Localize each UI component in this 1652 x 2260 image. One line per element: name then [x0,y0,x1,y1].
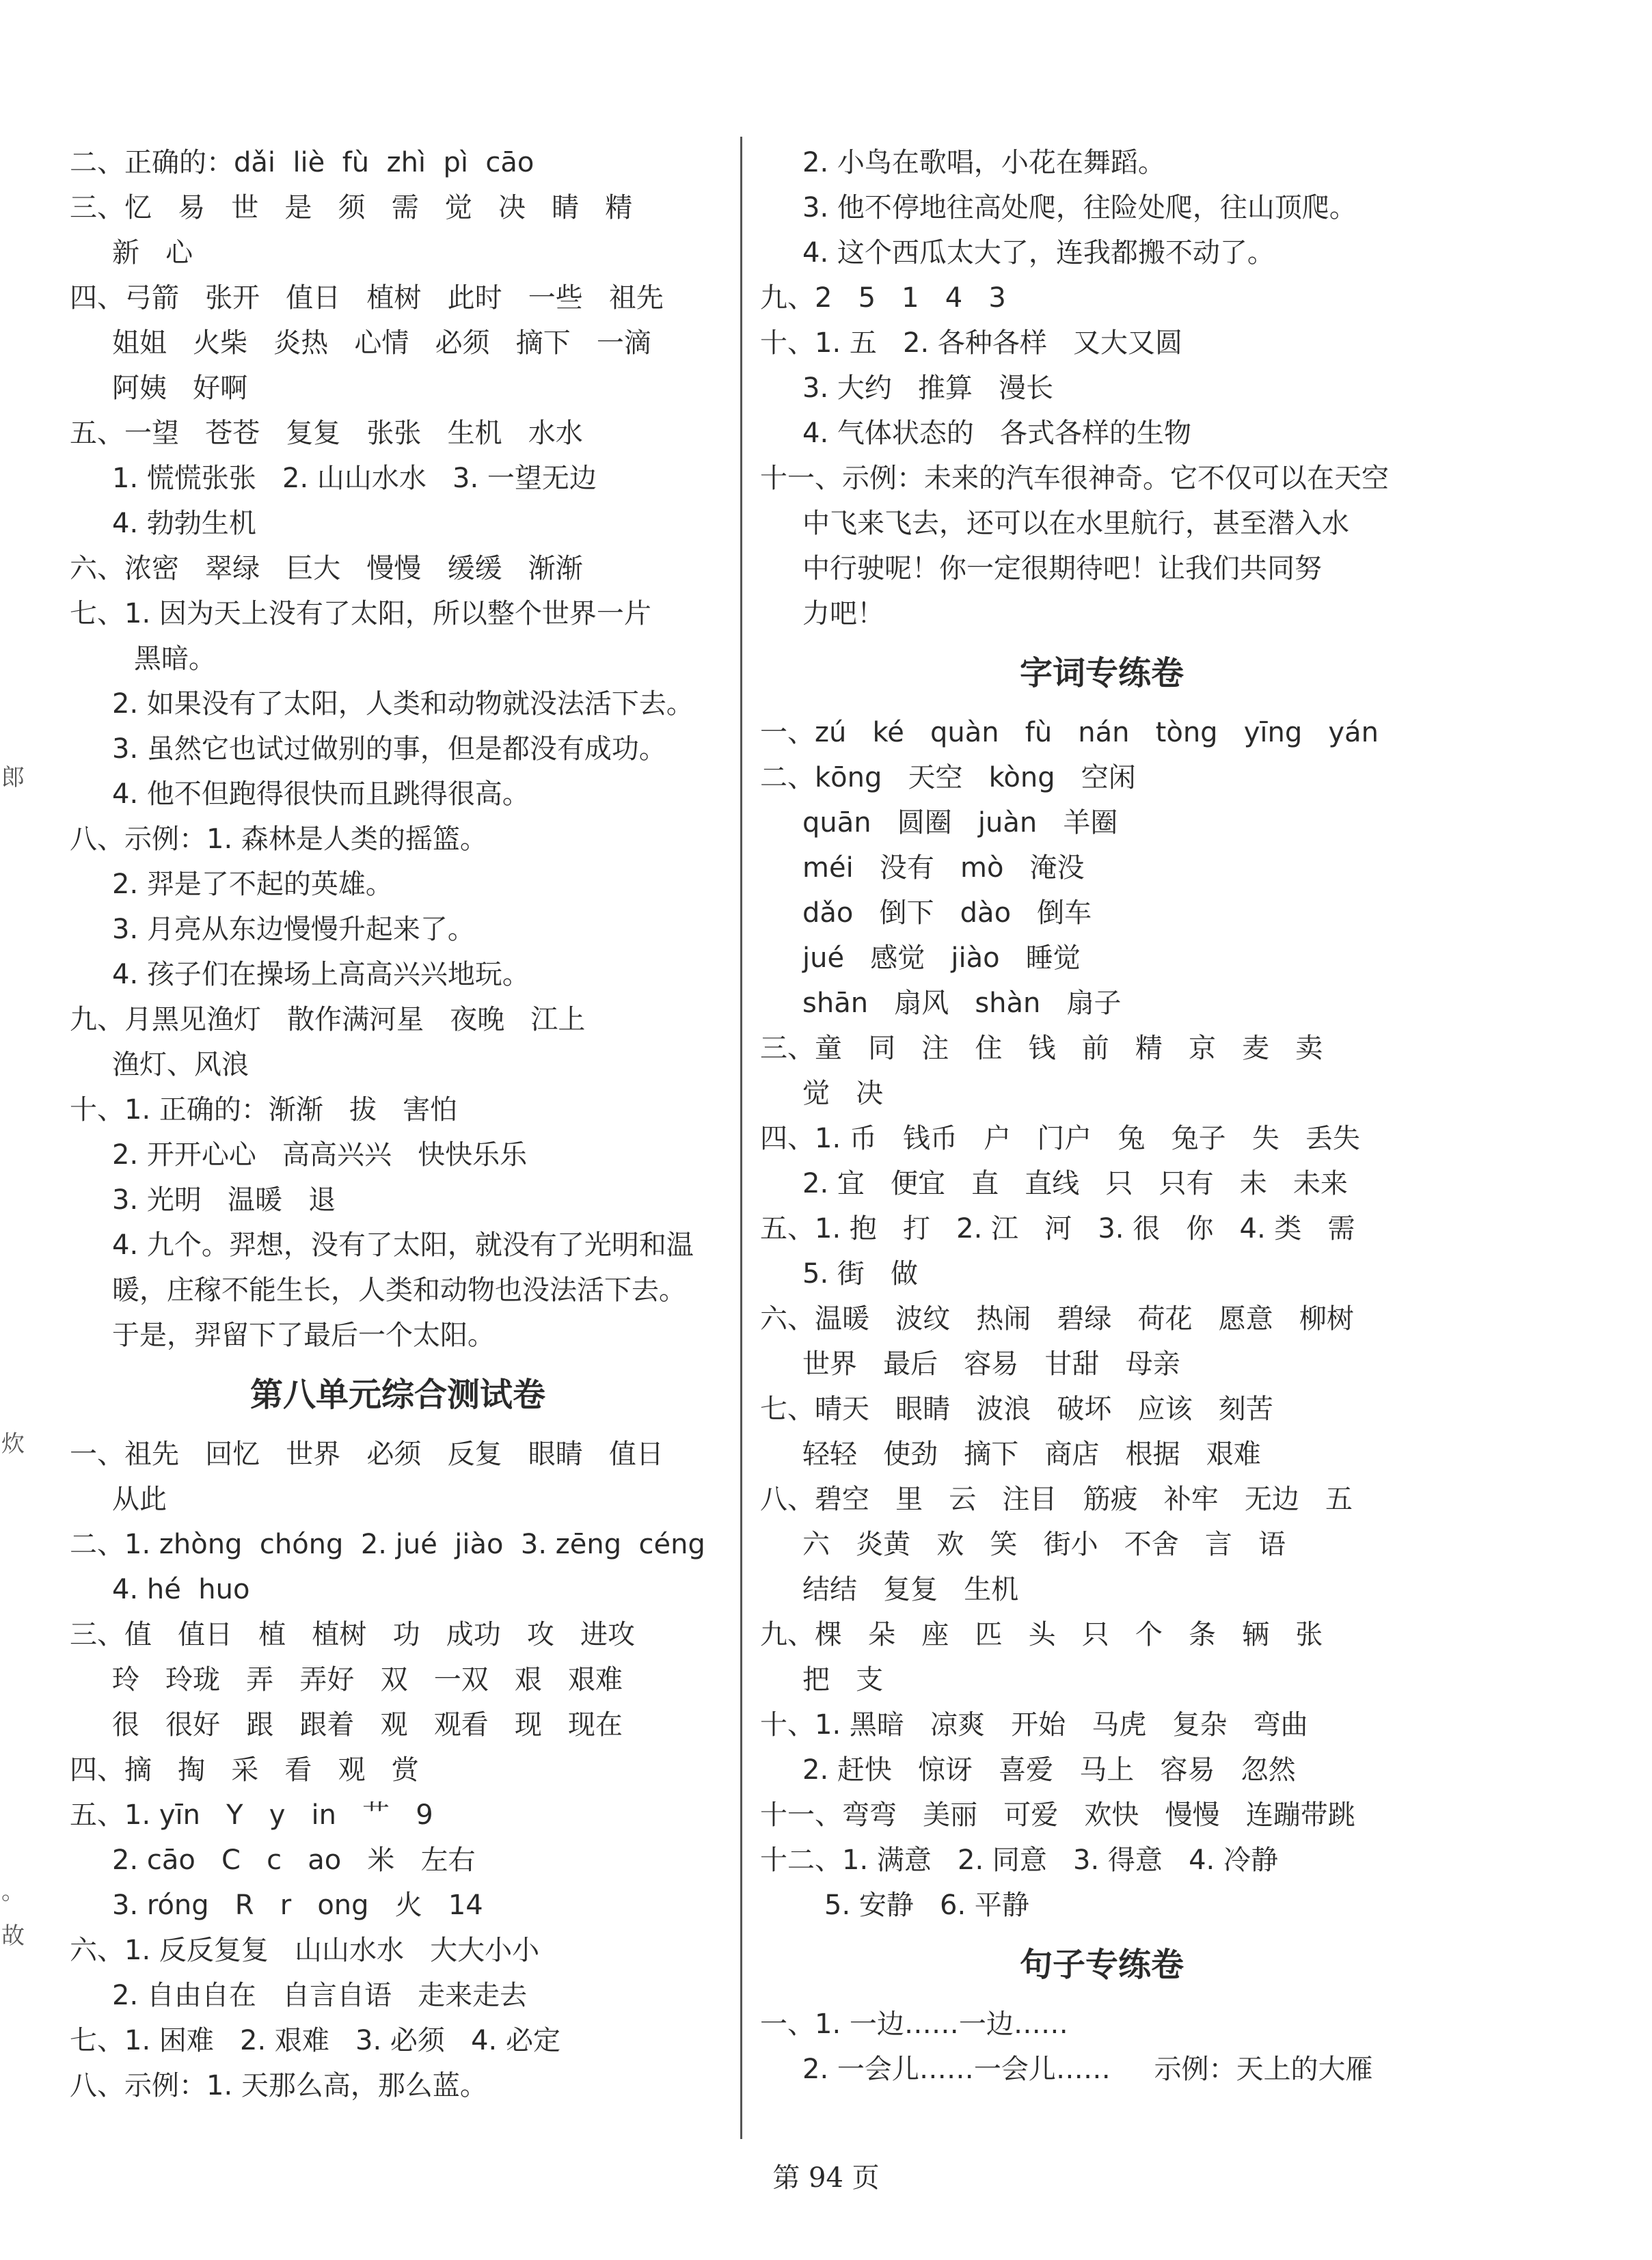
answer-line: 2. 一会儿……一会儿…… 示例：天上的大雁 [802,2054,1373,2085]
section-heading: 第八单元综合测试卷 [249,1376,545,1414]
answer-line: 中飞来飞去，还可以在水里航行，甚至潜入水 [802,508,1349,539]
answer-line: 四、摘 掏 采 看 观 赏 [70,1754,419,1786]
answer-line: 三、值 值日 植 植树 功 成功 攻 进攻 [70,1619,636,1650]
left-column [70,140,726,2108]
answer-line: shān 扇风 shàn 扇子 [802,988,1122,1019]
answer-line: 结结 复复 生机 [802,1574,1019,1605]
answer-line: 渔灯、风浪 [112,1049,249,1080]
answer-line: 3. 虽然它也试过做别的事，但是都没有成功。 [112,733,666,765]
answer-line: 七、晴天 眼睛 波浪 破坏 应该 刻苦 [760,1393,1273,1425]
answer-line: 3. 月亮从东边慢慢升起来了。 [112,914,475,945]
answer-line: 黑暗。 [134,643,216,675]
answer-line: 很 很好 跟 跟着 观 观看 现 现在 [112,1709,623,1741]
answer-line: 十、1. 五 2. 各种各样 又大又圆 [760,327,1183,359]
answer-line: 2. 小鸟在歌唱，小花在舞蹈。 [802,147,1165,178]
answer-line: 姐姐 火柴 炎热 心情 必须 摘下 一滴 [112,327,651,359]
answer-line: 六、1. 反反复复 山山水水 大大小小 [70,1935,540,1966]
answer-line: 十、1. 黑暗 凉爽 开始 马虎 复杂 弯曲 [760,1709,1308,1741]
answer-line: 三、童 同 注 住 钱 前 精 京 麦 卖 [760,1033,1323,1064]
answer-line: méi 没有 mò 淹没 [802,852,1085,884]
answer-line: 八、示例：1. 森林是人类的摇篮。 [70,823,487,855]
answer-line: 一、zú ké quàn fù nán tòng yīng yán [760,717,1379,748]
answer-line: 2. 宜 便宜 直 直线 只 只有 未 未来 [802,1168,1348,1199]
answer-line: 4. 气体状态的 各式各样的生物 [802,418,1192,449]
answer-line: 五、一望 苍苍 复复 张张 生机 水水 [70,418,583,449]
answer-line: 2. cāo C c ao 米 左右 [112,1844,476,1876]
edge-mark: 故 [1,1922,25,1950]
answer-line: 世界 最后 容易 甘甜 母亲 [802,1348,1180,1380]
answer-line: dǎo 倒下 dào 倒车 [802,897,1092,929]
answer-line: 九、棵 朵 座 匹 头 只 个 条 辆 张 [760,1619,1323,1650]
edge-mark: 炊 [1,1430,25,1458]
answer-line: 把 支 [802,1664,884,1696]
answer-line: 从此 [112,1484,167,1515]
answer-line: 2. 开开心心 高高兴兴 快快乐乐 [112,1139,528,1171]
answer-line: 中行驶呢！你一定很期待吧！让我们共同努 [802,553,1322,584]
answer-line: 六、浓密 翠绿 巨大 慢慢 缓缓 渐渐 [70,553,583,584]
answer-line: 八、示例：1. 天那么高，那么蓝。 [70,2070,487,2101]
answer-line: 2. 如果没有了太阳，人类和动物就没法活下去。 [112,688,694,720]
answer-line: 于是，羿留下了最后一个太阳。 [112,1320,495,1351]
answer-line: jué 感觉 jiào 睡觉 [802,942,1081,974]
answer-line: 暖，庄稼不能生长，人类和动物也没法活下去。 [112,1275,686,1306]
answer-line: 七、1. 因为天上没有了太阳，所以整个世界一片 [70,598,651,629]
answer-line: 4. 孩子们在操场上高高兴兴地玩。 [112,959,530,990]
page-number: 第 94 页 [772,2162,880,2194]
answer-line: 3. róng R r ong 火 14 [112,1890,483,1921]
answer-line: 五、1. yīn Y y in 艹 9 [70,1799,433,1831]
answer-line: 十、1. 正确的：渐渐 拔 害怕 [70,1094,458,1126]
answer-line: 2. 赶快 惊讶 喜爱 马上 容易 忽然 [802,1754,1296,1786]
answer-line: 四、弓箭 张开 值日 植树 此时 一些 祖先 [70,282,664,314]
answer-line: 4. 他不但跑得很快而且跳得很高。 [112,778,530,810]
answer-line: 新 心 [112,237,193,269]
edge-mark: 。 [1,1878,25,1905]
answer-line: 二、1. zhòng chóng 2. jué jiào 3. zēng céng [70,1529,705,1560]
answer-line: 4. hé huo [112,1574,250,1605]
answer-line: 玲 玲珑 弄 弄好 双 一双 艰 艰难 [112,1664,623,1696]
answer-line: 九、2 5 1 4 3 [760,282,1006,314]
answer-line: 3. 他不停地往高处爬，往险处爬，往山顶爬。 [802,192,1357,223]
answer-line: 2. 自由自在 自言自语 走来走去 [112,1980,528,2011]
answer-line: 三、忆 易 世 是 须 需 觉 决 睛 精 [70,192,633,223]
answer-line: 二、kōng 天空 kòng 空闲 [760,762,1136,793]
answer-line: quān 圆圈 juàn 羊圈 [802,807,1118,839]
answer-line: 四、1. 币 钱币 户 门户 兔 兔子 失 丢失 [760,1123,1360,1154]
answer-line: 九、月黑见渔灯 散作满河星 夜晚 江上 [70,1004,586,1035]
answer-line: 十一、示例：未来的汽车很神奇。它不仅可以在天空 [760,463,1389,494]
answer-line: 4. 勃勃生机 [112,508,256,539]
answer-line: 1. 慌慌张张 2. 山山水水 3. 一望无边 [112,463,597,494]
answer-line: 七、1. 困难 2. 艰难 3. 必须 4. 必定 [70,2025,560,2056]
answer-line: 十一、弯弯 美丽 可爱 欢快 慢慢 连蹦带跳 [760,1799,1355,1831]
answer-line: 二、正确的：dǎi liè fù zhì pì cāo [70,147,534,178]
answer-line: 3. 光明 温暖 退 [112,1184,336,1216]
section-heading: 句子专练卷 [1019,1946,1184,1984]
answer-line: 一、祖先 回忆 世界 必须 反复 眼睛 值日 [70,1439,664,1470]
answer-line: 一、1. 一边……一边…… [760,2009,1068,2040]
answer-line: 五、1. 抱 打 2. 江 河 3. 很 你 4. 类 需 [760,1213,1355,1244]
answer-line: 3. 大约 推算 漫长 [802,372,1054,404]
answer-line: 5. 街 做 [802,1258,919,1290]
answer-line: 十二、1. 满意 2. 同意 3. 得意 4. 冷静 [760,1844,1278,1876]
answer-line: 4. 九个。羿想，没有了太阳，就没有了光明和温 [112,1229,694,1261]
answer-line: 力吧！ [802,598,884,629]
answer-line: 六 炎黄 欢 笑 街小 不舍 言 语 [802,1529,1286,1560]
answer-line: 觉 决 [802,1078,884,1109]
answer-line: 2. 羿是了不起的英雄。 [112,869,393,900]
edge-mark: 郎 [1,764,25,791]
answer-line: 六、温暖 波纹 热闹 碧绿 荷花 愿意 柳树 [760,1303,1354,1335]
answer-line: 八、碧空 里 云 注目 筋疲 补牢 无边 五 [760,1484,1353,1515]
answer-line: 5. 安静 6. 平静 [824,1890,1029,1921]
answer-line: 阿姨 好啊 [112,372,248,404]
section-heading: 字词专练卷 [1019,654,1184,692]
right-column [760,140,1444,2092]
column-divider [740,137,742,2139]
answer-line: 轻轻 使劲 摘下 商店 根据 艰难 [802,1439,1261,1470]
answer-line: 4. 这个西瓜太大了，连我都搬不动了。 [802,237,1275,269]
